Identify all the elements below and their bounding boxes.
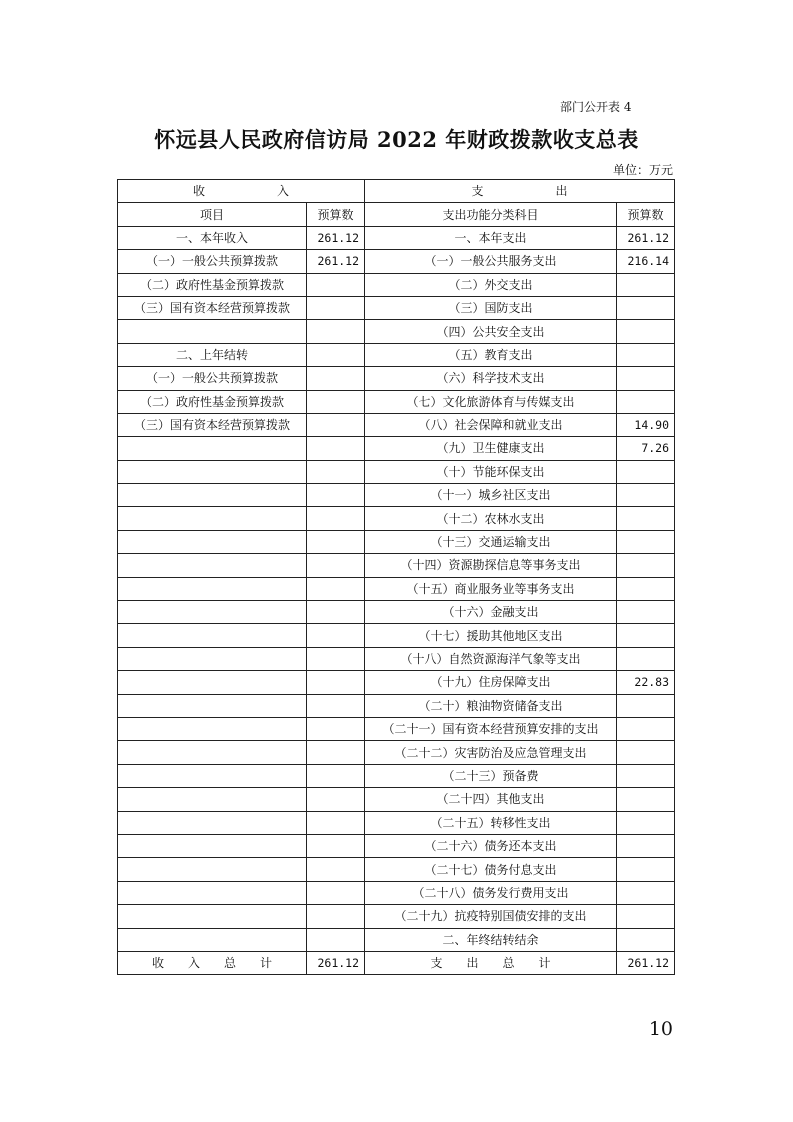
table-row	[118, 671, 675, 694]
expense-budget-cell	[617, 811, 675, 834]
expense-item-cell: （二十二）灾害防治及应急管理支出	[365, 741, 617, 764]
expense-budget-cell	[617, 484, 675, 507]
income-item-cell	[118, 671, 307, 694]
expense-item-cell: （十九）住房保障支出	[365, 671, 617, 694]
income-item-cell: （三）国有资本经营预算拨款	[118, 413, 307, 436]
income-item-cell	[118, 694, 307, 717]
expense-item-cell: （二十）粮油物资储备支出	[365, 694, 617, 717]
income-budget-cell	[307, 554, 365, 577]
table-row	[118, 320, 675, 343]
expense-budget-cell	[617, 507, 675, 530]
expense-budget-cell	[617, 764, 675, 787]
income-item-cell	[118, 905, 307, 928]
income-item-cell	[118, 811, 307, 834]
income-budget-cell	[307, 928, 365, 951]
income-item-cell: （二）政府性基金预算拨款	[118, 273, 307, 296]
expense-item-cell: （二十五）转移性支出	[365, 811, 617, 834]
income-item-cell	[118, 437, 307, 460]
income-budget-cell	[307, 367, 365, 390]
expense-item-cell: （十）节能环保支出	[365, 460, 617, 483]
income-budget-cell	[307, 296, 365, 319]
expense-item-cell: （二）外交支出	[365, 273, 617, 296]
expense-budget-cell	[617, 343, 675, 366]
expense-total-label: 支 出 总 计	[365, 951, 617, 974]
income-budget-cell	[307, 601, 365, 624]
expense-item-cell: （十四）资源勘探信息等事务支出	[365, 554, 617, 577]
table-row	[118, 858, 675, 881]
expense-item-cell: （十三）交通运输支出	[365, 530, 617, 553]
expense-budget-cell	[617, 834, 675, 857]
income-item-cell	[118, 764, 307, 787]
table-row	[118, 343, 675, 366]
table-row	[118, 717, 675, 740]
expense-item-cell: （五）教育支出	[365, 343, 617, 366]
income-item-cell: 二、上年结转	[118, 343, 307, 366]
expense-item-cell: （十二）农林水支出	[365, 507, 617, 530]
expense-budget-cell	[617, 390, 675, 413]
budget-table-body	[118, 180, 675, 975]
expense-budget-cell	[617, 530, 675, 553]
income-item-cell	[118, 717, 307, 740]
table-row	[118, 250, 675, 273]
expense-budget-cell	[617, 905, 675, 928]
table-row	[118, 881, 675, 904]
expense-item-cell: （六）科学技术支出	[365, 367, 617, 390]
income-item-cell	[118, 484, 307, 507]
income-budget-cell	[307, 320, 365, 343]
col-header-expense-item: 支出功能分类科目	[365, 203, 617, 226]
income-budget-cell	[307, 484, 365, 507]
total-row	[118, 951, 675, 974]
table-row	[118, 484, 675, 507]
income-group-header: 收 入	[118, 180, 365, 203]
income-budget-cell	[307, 811, 365, 834]
expense-budget-cell: 261.12	[617, 226, 675, 249]
table-row	[118, 741, 675, 764]
expense-budget-cell	[617, 694, 675, 717]
unit-label: 单位：万元	[612, 163, 673, 177]
expense-item-cell: （二十六）债务还本支出	[365, 834, 617, 857]
expense-budget-cell	[617, 577, 675, 600]
table-row	[118, 390, 675, 413]
expense-budget-cell	[617, 367, 675, 390]
table-row	[118, 367, 675, 390]
expense-budget-cell	[617, 320, 675, 343]
expense-budget-cell	[617, 273, 675, 296]
expense-budget-cell	[617, 647, 675, 670]
expense-budget-cell	[617, 601, 675, 624]
income-budget-cell	[307, 764, 365, 787]
table-row	[118, 764, 675, 787]
table-row	[118, 460, 675, 483]
income-budget-cell	[307, 624, 365, 647]
income-item-cell	[118, 601, 307, 624]
income-budget-cell	[307, 413, 365, 436]
table-row	[118, 437, 675, 460]
expense-item-cell: （二十九）抗疫特别国债安排的支出	[365, 905, 617, 928]
expense-item-cell: （二十四）其他支出	[365, 788, 617, 811]
expense-item-cell: （二十三）预备费	[365, 764, 617, 787]
income-item-cell: （三）国有资本经营预算拨款	[118, 296, 307, 319]
table-row	[118, 507, 675, 530]
expense-budget-cell	[617, 717, 675, 740]
income-total-label: 收 入 总 计	[118, 951, 307, 974]
income-item-cell: （一）一般公共预算拨款	[118, 367, 307, 390]
expense-budget-cell	[617, 624, 675, 647]
page-title: 怀远县人民政府信访局 2022 年财政拨款收支总表	[154, 127, 639, 152]
income-budget-cell	[307, 390, 365, 413]
table-row	[118, 647, 675, 670]
income-budget-cell	[307, 858, 365, 881]
income-item-cell	[118, 834, 307, 857]
income-budget-cell	[307, 530, 365, 553]
budget-table	[117, 179, 675, 975]
expense-group-header: 支 出	[365, 180, 675, 203]
income-item-cell	[118, 881, 307, 904]
income-budget-cell	[307, 905, 365, 928]
expense-budget-cell: 22.83	[617, 671, 675, 694]
income-item-cell: 一、本年收入	[118, 226, 307, 249]
expense-budget-cell	[617, 788, 675, 811]
expense-total-value: 261.12	[617, 951, 675, 974]
income-budget-cell	[307, 717, 365, 740]
income-budget-cell	[307, 788, 365, 811]
col-header-item: 项目	[118, 203, 307, 226]
income-total-value: 261.12	[307, 951, 365, 974]
col-header-budget-right: 预算数	[617, 203, 675, 226]
income-budget-cell: 261.12	[307, 226, 365, 249]
income-item-cell	[118, 788, 307, 811]
expense-item-cell: 一、本年支出	[365, 226, 617, 249]
expense-item-cell: （十八）自然资源海洋气象等支出	[365, 647, 617, 670]
income-item-cell: （二）政府性基金预算拨款	[118, 390, 307, 413]
table-row	[118, 601, 675, 624]
table-row	[118, 788, 675, 811]
expense-item-cell: 二、年终结转结余	[365, 928, 617, 951]
income-budget-cell	[307, 694, 365, 717]
expense-item-cell: （二十七）债务付息支出	[365, 858, 617, 881]
income-budget-cell	[307, 437, 365, 460]
table-row	[118, 530, 675, 553]
table-row	[118, 413, 675, 436]
income-item-cell	[118, 554, 307, 577]
expense-budget-cell	[617, 296, 675, 319]
income-budget-cell	[307, 577, 365, 600]
expense-budget-cell	[617, 460, 675, 483]
expense-item-cell: （十五）商业服务业等事务支出	[365, 577, 617, 600]
form-tag: 部门公开表 4	[560, 100, 632, 114]
table-row	[118, 226, 675, 249]
expense-budget-cell: 7.26	[617, 437, 675, 460]
income-item-cell	[118, 741, 307, 764]
expense-item-cell: （三）国防支出	[365, 296, 617, 319]
expense-budget-cell	[617, 741, 675, 764]
income-budget-cell	[307, 343, 365, 366]
income-budget-cell	[307, 671, 365, 694]
col-header-budget-left: 预算数	[307, 203, 365, 226]
income-item-cell	[118, 530, 307, 553]
expense-item-cell: （四）公共安全支出	[365, 320, 617, 343]
income-item-cell	[118, 320, 307, 343]
expense-item-cell: （二十八）债务发行费用支出	[365, 881, 617, 904]
expense-item-cell: （十七）援助其他地区支出	[365, 624, 617, 647]
expense-budget-cell	[617, 858, 675, 881]
income-budget-cell	[307, 460, 365, 483]
income-item-cell	[118, 647, 307, 670]
table-row	[118, 694, 675, 717]
expense-budget-cell	[617, 554, 675, 577]
table-row	[118, 554, 675, 577]
expense-budget-cell: 14.90	[617, 413, 675, 436]
expense-item-cell: （二十一）国有资本经营预算安排的支出	[365, 717, 617, 740]
table-row	[118, 834, 675, 857]
income-budget-cell	[307, 647, 365, 670]
expense-budget-cell	[617, 881, 675, 904]
income-budget-cell	[307, 881, 365, 904]
income-item-cell: （一）一般公共预算拨款	[118, 250, 307, 273]
income-budget-cell	[307, 834, 365, 857]
expense-item-cell: （十六）金融支出	[365, 601, 617, 624]
expense-item-cell: （七）文化旅游体育与传媒支出	[365, 390, 617, 413]
income-item-cell	[118, 507, 307, 530]
table-row	[118, 811, 675, 834]
expense-item-cell: （九）卫生健康支出	[365, 437, 617, 460]
income-budget-cell: 261.12	[307, 250, 365, 273]
table-row	[118, 905, 675, 928]
income-item-cell	[118, 858, 307, 881]
income-item-cell	[118, 928, 307, 951]
expense-item-cell: （十一）城乡社区支出	[365, 484, 617, 507]
page-number: 10	[648, 1018, 673, 1040]
income-item-cell	[118, 460, 307, 483]
expense-item-cell: （八）社会保障和就业支出	[365, 413, 617, 436]
table-row	[118, 577, 675, 600]
income-item-cell	[118, 624, 307, 647]
table-row	[118, 296, 675, 319]
table-row	[118, 624, 675, 647]
table-column-header-row	[118, 203, 675, 226]
expense-budget-cell: 216.14	[617, 250, 675, 273]
income-item-cell	[118, 577, 307, 600]
income-budget-cell	[307, 273, 365, 296]
table-group-header-row	[118, 180, 675, 203]
income-budget-cell	[307, 507, 365, 530]
table-row	[118, 928, 675, 951]
table-row	[118, 273, 675, 296]
income-budget-cell	[307, 741, 365, 764]
expense-item-cell: （一）一般公共服务支出	[365, 250, 617, 273]
expense-budget-cell	[617, 928, 675, 951]
